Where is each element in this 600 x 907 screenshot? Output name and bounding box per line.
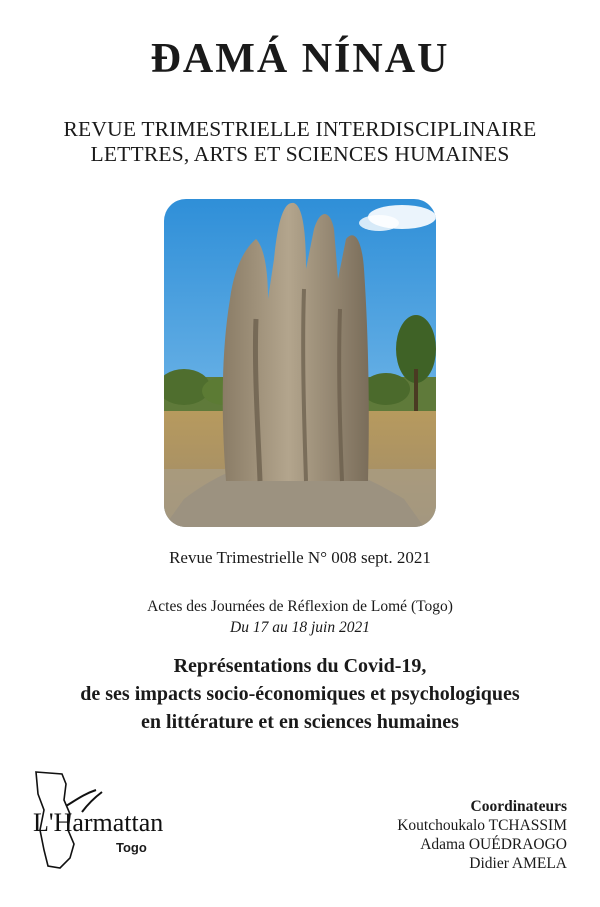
dates-line: Du 17 au 18 juin 2021 xyxy=(230,619,370,636)
publisher-country: Togo xyxy=(116,840,147,855)
publisher-name: L'Harmattan xyxy=(33,808,164,837)
theme-line-3: en littérature et en sciences humaines xyxy=(141,711,459,733)
termite-mound-photo xyxy=(164,199,436,527)
coordinator-name: Didier AMELA xyxy=(469,855,567,872)
subtitle-line-2: LETTRES, ARTS ET SCIENCES HUMAINES xyxy=(90,142,510,166)
theme-line-1: Représentations du Covid-19, xyxy=(173,655,427,677)
cover-photo xyxy=(164,199,436,527)
theme-line-2: de ses impacts socio-économiques et psychologiques xyxy=(80,683,520,705)
coordinators-heading: Coordinateurs xyxy=(470,798,567,815)
journal-title: ĐAMÁ NÍNAU xyxy=(150,36,450,82)
actes-line: Actes des Journées de Réflexion de Lomé (Togo) xyxy=(147,598,453,615)
issue-line: Revue Trimestrielle N° 008 sept. 2021 xyxy=(169,548,431,567)
coordinator-name: Koutchoukalo TCHASSIM xyxy=(397,817,567,834)
coordinator-name: Adama OUÉDRAOGO xyxy=(420,836,567,853)
subtitle-line-1: REVUE TRIMESTRIELLE INTERDISCIPLINAIRE xyxy=(63,117,537,141)
publisher-logo xyxy=(30,770,190,870)
